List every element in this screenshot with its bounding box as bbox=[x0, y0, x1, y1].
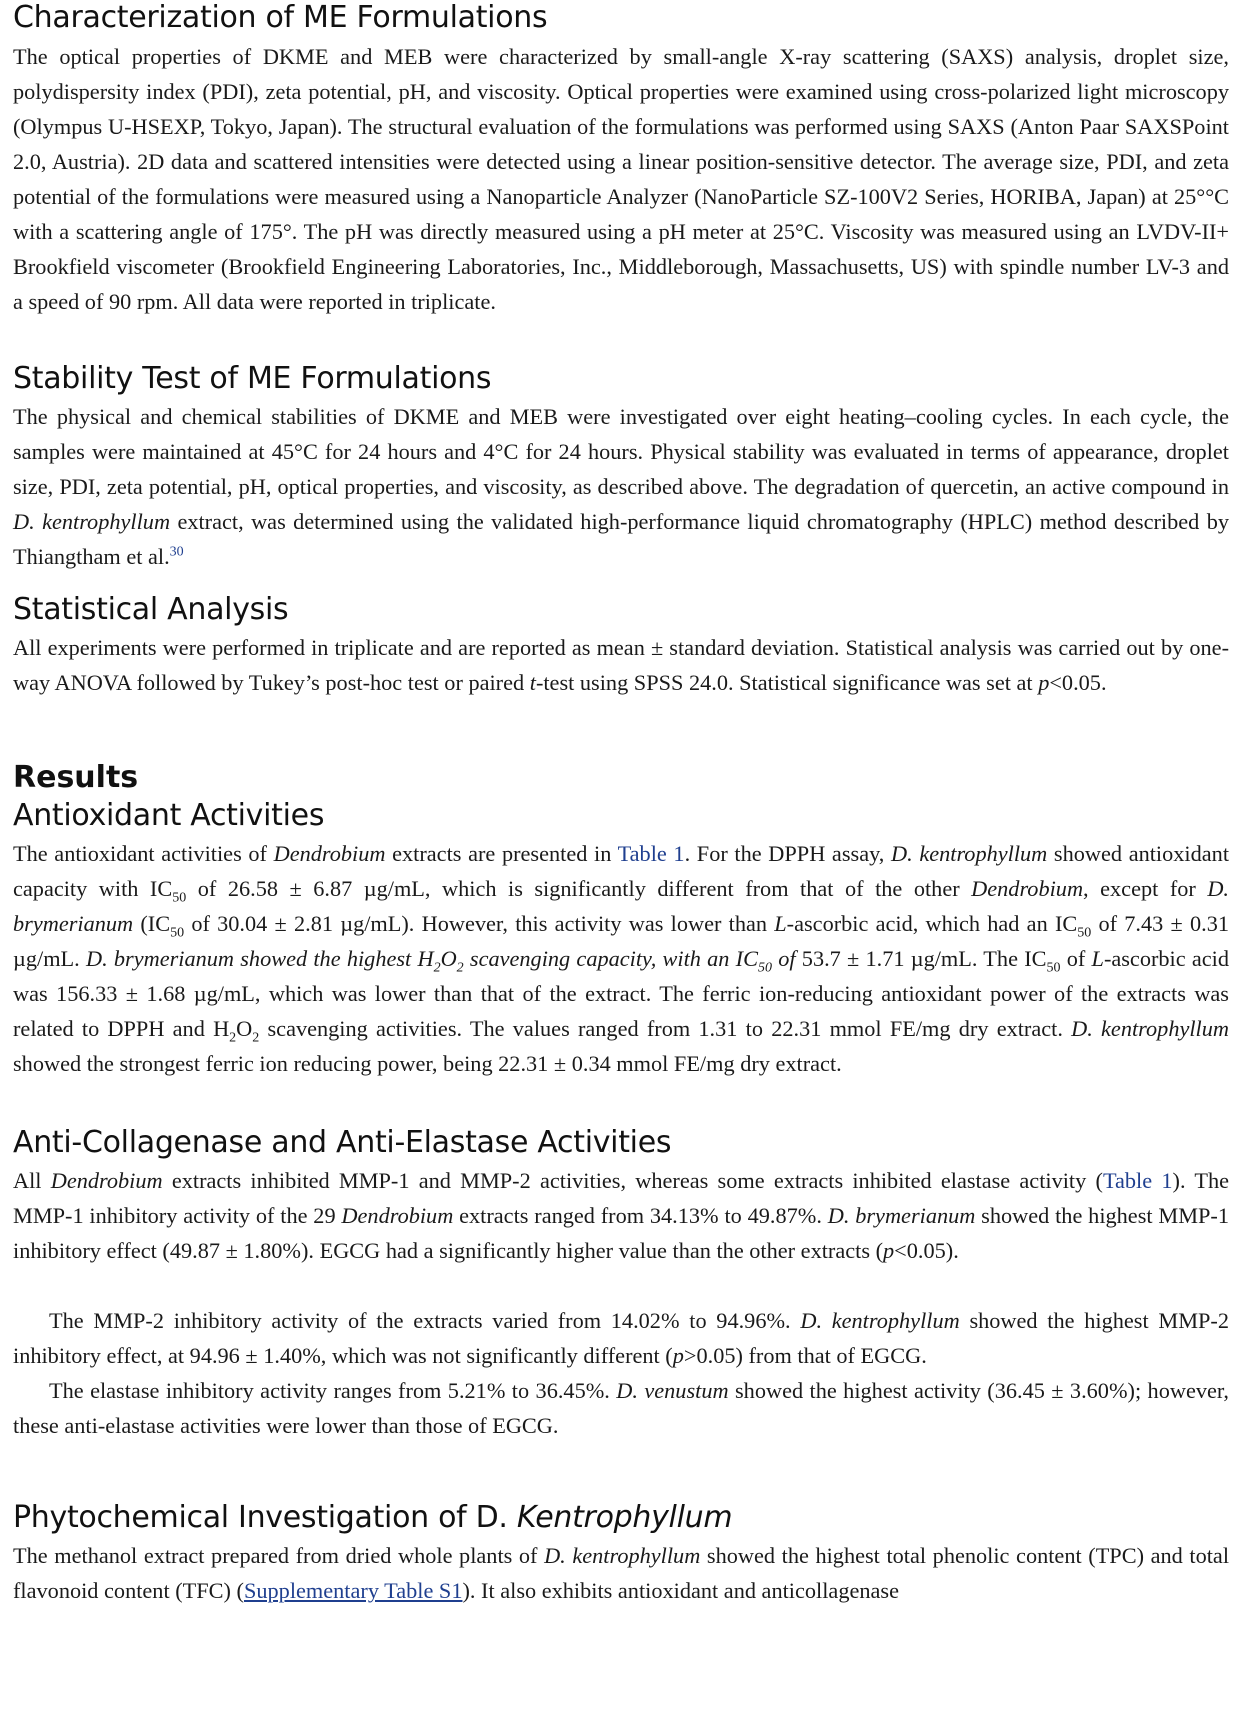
supplementary-table-link[interactable]: Supplementary Table S1 bbox=[243, 1578, 463, 1603]
section-heading-phytochemical: Phytochemical Investigation of D. Kentrophyllum bbox=[13, 1500, 733, 1535]
paragraph-characterization: The optical properties of DKME and MEB were characterized by small-angle X-ray scattering (SAXS) analysis, droplet size, polydispersity index (PDI), zeta potential, pH, and viscosity. Optical properties were examined using cross-polarized light microscopy (Olympus U-HSEXP, Tokyo, Japan). The structural evaluation of the formulations was performed using SAXS (Anton Paar SAXSPoint 2.0, Austria). 2D data and scattered intensities were detected using a linear position-sensitive detector. The average size, PDI, and zeta potential of the formulations were measured using a Nanoparticle Analyzer (NanoParticle SZ-100V2 Series, HORIBA, Japan) at 25°°C with a scattering angle of 175°. The pH was directly measured using a pH meter at 25°C. Viscosity was measured using an LVDV-II+ Brookfield viscometer (Brookfield Engineering Laboratories, Inc., Middleborough, Massachusetts, US) with spindle number LV-3 and a speed of 90 rpm. All data were reported in triplicate. bbox=[13, 44, 1229, 314]
paragraph-anticollagenase-1: All Dendrobium extracts inhibited MMP-1 and MMP-2 activities, whereas some extracts inhibited elastase activity (Table 1). The MMP-1 inhibitory activity of the 29 Dendrobium extracts ranged from 34.13% to 49.87%. D. brymerianum showed the highest MMP-1 inhibitory effect (49.87 ± 1.80%). EGCG had a significantly higher value than the other extracts (p<0.05). bbox=[13, 1168, 1230, 1263]
paragraph-anticollagenase-3: The elastase inhibitory activity ranges from 5.21% to 36.45%. D. venustum showed the highest activity (36.45 ± 3.60%); however, these anti-elastase activities were lower than those of EGCG. bbox=[13, 1378, 1229, 1438]
paragraph-statistical: All experiments were performed in triplicate and are reported as mean ± standard deviation. Statistical analysis was carried out by one-way ANOVA followed by Tukey’s post-hoc test or paired t-test using SPSS 24.0. Statistical significance was set at p<0.05. bbox=[13, 635, 1229, 695]
paragraph-anticollagenase-2: The MMP-2 inhibitory activity of the extracts varied from 14.02% to 94.96%. D. kentrophyllum showed the highest MMP-2 inhibitory effect, at 94.96 ± 1.40%, which was not significantly different (p>0.05) from that of EGCG. bbox=[13, 1308, 1229, 1368]
results-heading: Results bbox=[13, 760, 139, 795]
paragraph-stability: The physical and chemical stabilities of DKME and MEB were investigated over eight heating–cooling cycles. In each cycle, the samples were maintained at 45°C for 24 hours and 4°C for 24 hours. Physical stability was evaluated in terms of appearance, droplet size, PDI, zeta potential, pH, optical properties, and viscosity, as described above. The degradation of quercetin, an active compound in D. kentrophyllum extract, was determined using the validated high-performance liquid chromatography (HPLC) method described by Thiangtham et al.$^{30}$ bbox=[13, 404, 1230, 569]
citation-ref[interactable]: 30 bbox=[169, 544, 184, 560]
table-1-link[interactable]: Table 1 bbox=[1102, 1168, 1173, 1193]
section-heading-statistical: Statistical Analysis bbox=[13, 592, 289, 627]
paragraph-antioxidant: The antioxidant activities of Dendrobium extracts are presented in Table 1. For the DPPH assay, D. kentrophyllum showed antioxidant capacity with $IC_{50}$ of 26.58 ± 6.87 µg/mL, which is significantly different from that of the other Dendrobium, except for D. brymerianum ($IC_{50}$ of 30.04 ± 2.81 µg/mL). However, this activity was lower than L-ascorbic acid, which had an $IC_{50}$ of 7.43 ± 0.31 µg/mL. D. brymerianum showed the highest $H_2O_2$ scavenging capacity, with an $IC_{50}$ of 53.7 ± 1.71 µg/mL. The $IC_{50}$ of L-ascorbic acid was 156.33 ± 1.68 µg/mL, which was lower than that of the extract. The ferric ion-reducing antioxidant power of the extracts was related to DPPH and $H_2O_2$ scavenging activities. The values ranged from 1.31 to 22.31 mmol FE/mg dry extract. D. kentrophyllum showed the strongest ferric ion reducing power, being 22.31 ± 0.34 mmol FE/mg dry extract. bbox=[13, 841, 1230, 1076]
section-heading-antioxidant: Antioxidant Activities bbox=[13, 798, 325, 833]
section-heading-anticollagenase: Anti-Collagenase and Anti-Elastase Activities bbox=[13, 1125, 672, 1160]
table-1-link[interactable]: Table 1 bbox=[617, 841, 685, 866]
section-heading-characterization: Characterization of ME Formulations bbox=[13, 0, 548, 35]
section-heading-stability: Stability Test of ME Formulations bbox=[13, 361, 492, 396]
paragraph-phytochemical: The methanol extract prepared from dried whole plants of D. kentrophyllum showed the highest total phenolic content (TPC) and total flavonoid content (TFC) (Supplementary Table S1). It also exhibits antioxidant and anticollagenase bbox=[13, 1543, 1230, 1603]
